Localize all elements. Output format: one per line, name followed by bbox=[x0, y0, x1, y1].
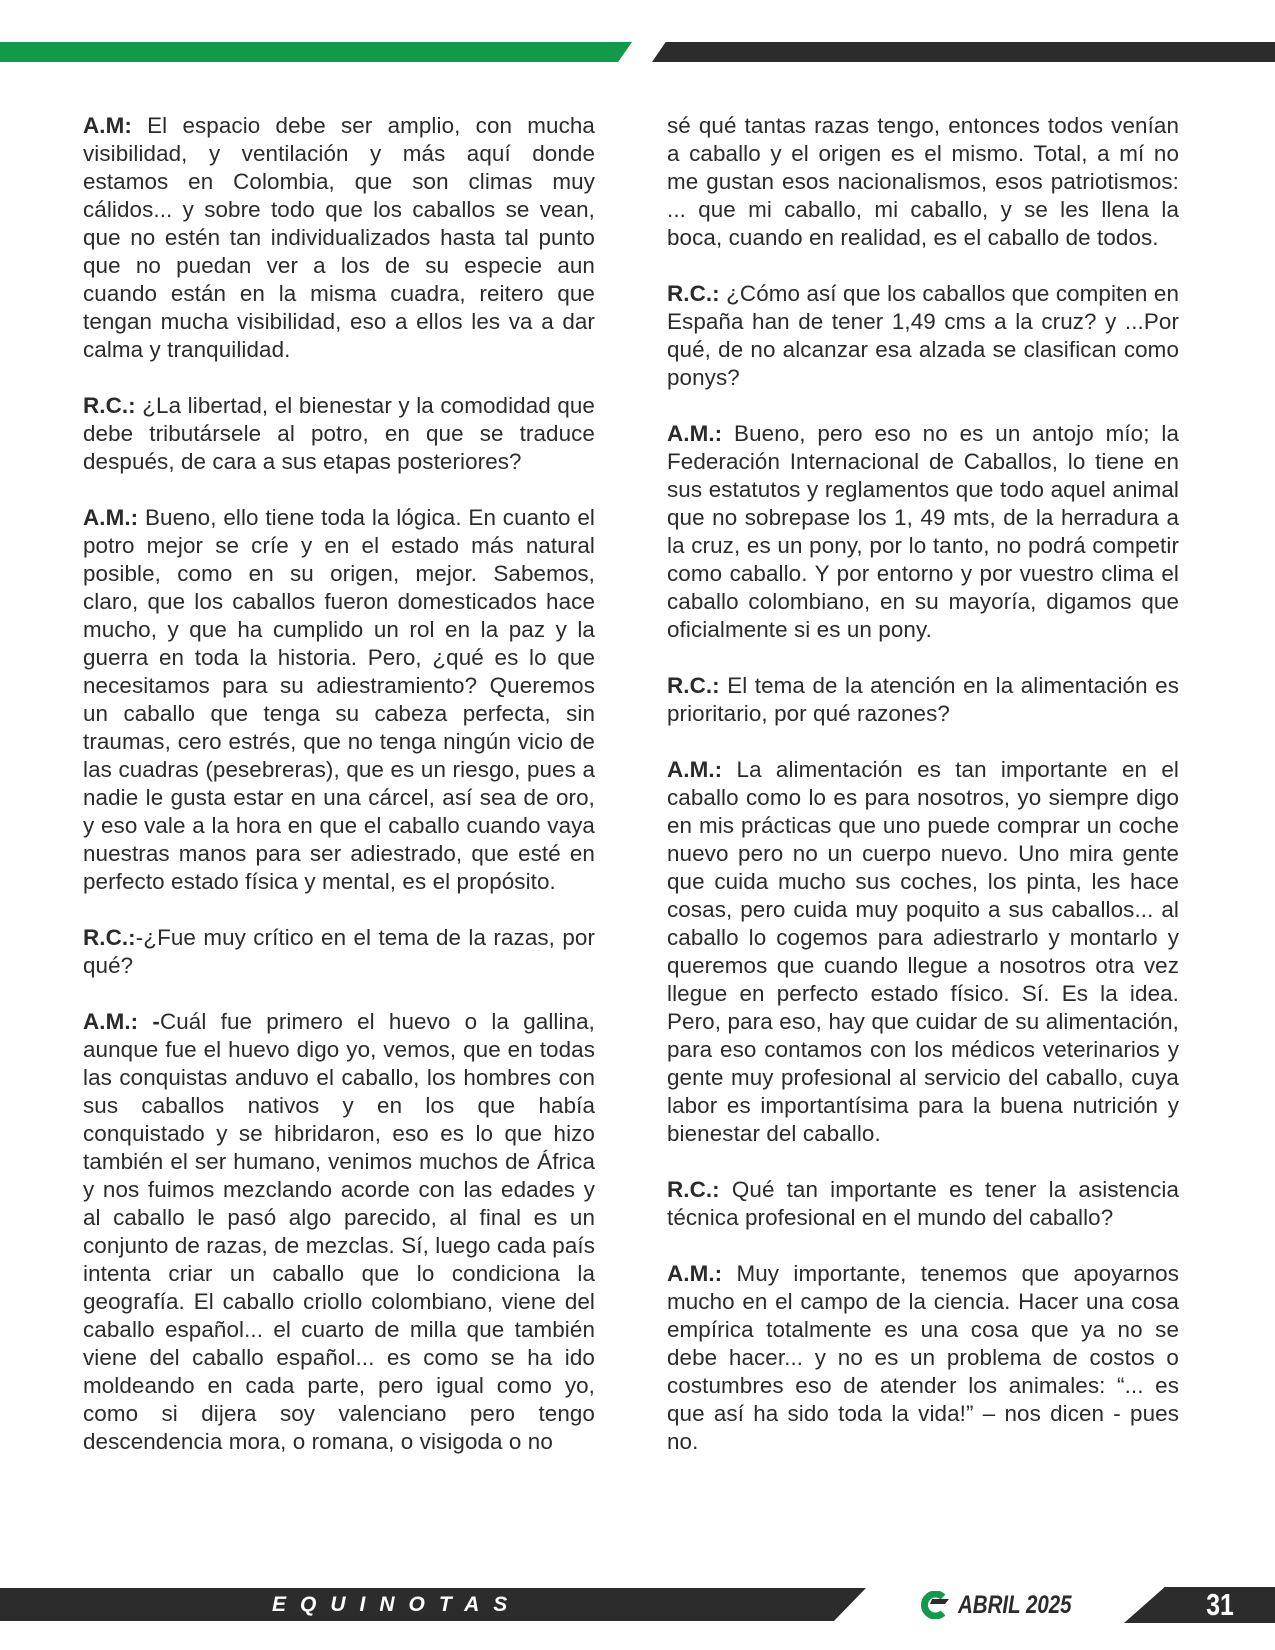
paragraph-text: sé qué tantas razas tengo, entonces todos venían a caballo y el origen es el mismo. Total, a mí no me gustan esos nacionalismos, esos patriotismos: ... que mi caballo, mi caballo, y se les llena la boca, cuando en realidad, es el caballo de todos. bbox=[667, 113, 1179, 250]
paragraph-text: ¿La libertad, el bienestar y la comodidad que debe tributársele al potro, en que se traduce después, de cara a sus etapas posteriores? bbox=[83, 393, 595, 474]
speaker-label: A.M.: bbox=[667, 421, 723, 446]
paragraph bbox=[667, 280, 1179, 392]
paragraph-text: Bueno, ello tiene toda la lógica. En cuanto el potro mejor se críe y en el estado más natural posible, como en su origen, mejor. Sabemos, claro, que los caballos fueron domesticados hace mucho, y que ha cumplido un rol en la paz y la guerra en toda la historia. Pero, ¿qué es lo que necesitamos para su adiestramiento? Queremos un caballo que tenga su cabeza perfecta, sin traumas, cero estrés, que no tenga ningún vicio de las cuadras (pesebreras), que es un riesgo, pues a nadie le gusta estar en una cárcel, así sea de oro, y eso vale a la hora en que el caballo cuando vaya nuestras manos para ser adiestrado, que esté en perfecto estado física y mental, es el propósito. bbox=[83, 505, 595, 894]
magazine-name: EQUINOTAS bbox=[272, 1593, 522, 1616]
paragraph bbox=[83, 504, 595, 896]
paragraph bbox=[667, 1260, 1179, 1456]
paragraph-text: Cuál fue primero el huevo o la gallina, aunque fue el huevo digo yo, vemos, que en todas las conquistas anduvo el caballo, los hombres con sus caballos nativos y en los que había conquistado y se hibridaron, eso es lo que hizo también el ser humano, venimos muchos de África y nos fuimos mezclando acorde con las edades y al caballo le pasó algo parecido, al final es un conjunto de razas, de mezclas. Sí, luego cada país intenta criar un caballo que lo condiciona la geografía. El caballo criollo colombiano, viene del caballo español... el cuarto de milla que también viene del caballo español... es como se ha ido moldeando en cada parte, pero igual como yo, como si dijera soy valenciano pero tengo descendencia mora, o romana, o visigoda o no bbox=[83, 1009, 595, 1454]
paragraph bbox=[667, 1176, 1179, 1232]
speaker-label: A.M.: bbox=[667, 1261, 723, 1286]
paragraph bbox=[83, 392, 595, 476]
paragraph-text: Qué tan importante es tener la asistencia técnica profesional en el mundo del caballo? bbox=[667, 1177, 1179, 1230]
paragraph bbox=[667, 420, 1179, 644]
speaker-label: A.M: bbox=[83, 113, 132, 138]
paragraph bbox=[667, 112, 1179, 252]
paragraph bbox=[83, 924, 595, 980]
speaker-label: A.M.: - bbox=[83, 1009, 160, 1034]
paragraph-text: El espacio debe ser amplio, con mucha visibilidad, y ventilación y más aquí donde estamos en Colombia, que son climas muy cálidos... y sobre todo que los caballos se vean, que no estén tan individualizados hasta tal punto que no puedan ver a los de su especie aun cuando están en la misma cuadra, reitero que tengan mucha visibilidad, eso a ellos les va a dar calma y tranquilidad. bbox=[83, 113, 595, 362]
page-number: 31 bbox=[1206, 1587, 1234, 1622]
right-text-column bbox=[667, 112, 1179, 1456]
paragraph bbox=[667, 756, 1179, 1148]
paragraph bbox=[83, 112, 595, 364]
speaker-label: R.C.: bbox=[667, 673, 720, 698]
header-green-stripe bbox=[0, 42, 632, 62]
paragraph-text: Bueno, pero eso no es un antojo mío; la Federación Internacional de Caballos, lo tiene en sus estatutos y reglamentos que todo aquel animal que no sobrepase los 1, 49 mts, de la herradura a la cruz, es un pony, por lo tanto, no podrá competir como caballo. Y por entorno y por vuestro clima el caballo colombiano, en su mayoría, digamos que oficialmente si es un pony. bbox=[667, 421, 1179, 642]
issue-date: ABRIL 2025 bbox=[958, 1591, 1072, 1619]
paragraph-text: El tema de la atención en la alimentación es prioritario, por qué razones? bbox=[667, 673, 1179, 726]
paragraph-text: Muy importante, tenemos que apoyarnos mucho en el campo de la ciencia. Hacer una cosa empírica totalmente es una cosa que ya no se debe hacer... y no es un problema de costos o costumbres eso de atender los animales: “... es que así ha sido toda la vida!” – nos dicen - pues no. bbox=[667, 1261, 1179, 1454]
paragraph-text: -¿Fue muy crítico en el tema de la razas, por qué? bbox=[83, 925, 595, 978]
speaker-label: R.C.: bbox=[83, 393, 136, 418]
paragraph bbox=[667, 672, 1179, 728]
speaker-label: A.M.: bbox=[83, 505, 139, 530]
paragraph-text: ¿Cómo así que los caballos que compiten en España han de tener 1,49 cms a la cruz? y ...Por qué, de no alcanzar esa alzada se clasifican como ponys? bbox=[667, 281, 1179, 390]
speaker-label: R.C.: bbox=[83, 925, 136, 950]
left-text-column bbox=[83, 112, 595, 1456]
magazine-logo-c-icon bbox=[918, 1591, 950, 1619]
paragraph bbox=[83, 1008, 595, 1456]
speaker-label: R.C.: bbox=[667, 281, 720, 306]
paragraph-text: La alimentación es tan importante en el caballo como lo es para nosotros, yo siempre digo en mis prácticas que uno puede comprar un coche nuevo pero no un cuerpo nuevo. Uno mira gente que cuida mucho sus coches, los pinta, les hace cosas, pero cuida muy poquito a sus caballos... al caballo lo cogemos para adiestrarlo y montarlo y queremos que cuando llegue a nosotros otra vez llegue en perfecto estado físico. Sí. Es la idea. Pero, para eso, hay que cuidar de su alimentación, para eso contamos con los médicos veterinarios y gente muy profesional al servicio del caballo, cuya labor es importantísima para la buena nutrición y bienestar del caballo. bbox=[667, 757, 1179, 1146]
speaker-label: A.M.: bbox=[667, 757, 723, 782]
header-dark-stripe bbox=[652, 42, 1275, 62]
speaker-label: R.C.: bbox=[667, 1177, 720, 1202]
